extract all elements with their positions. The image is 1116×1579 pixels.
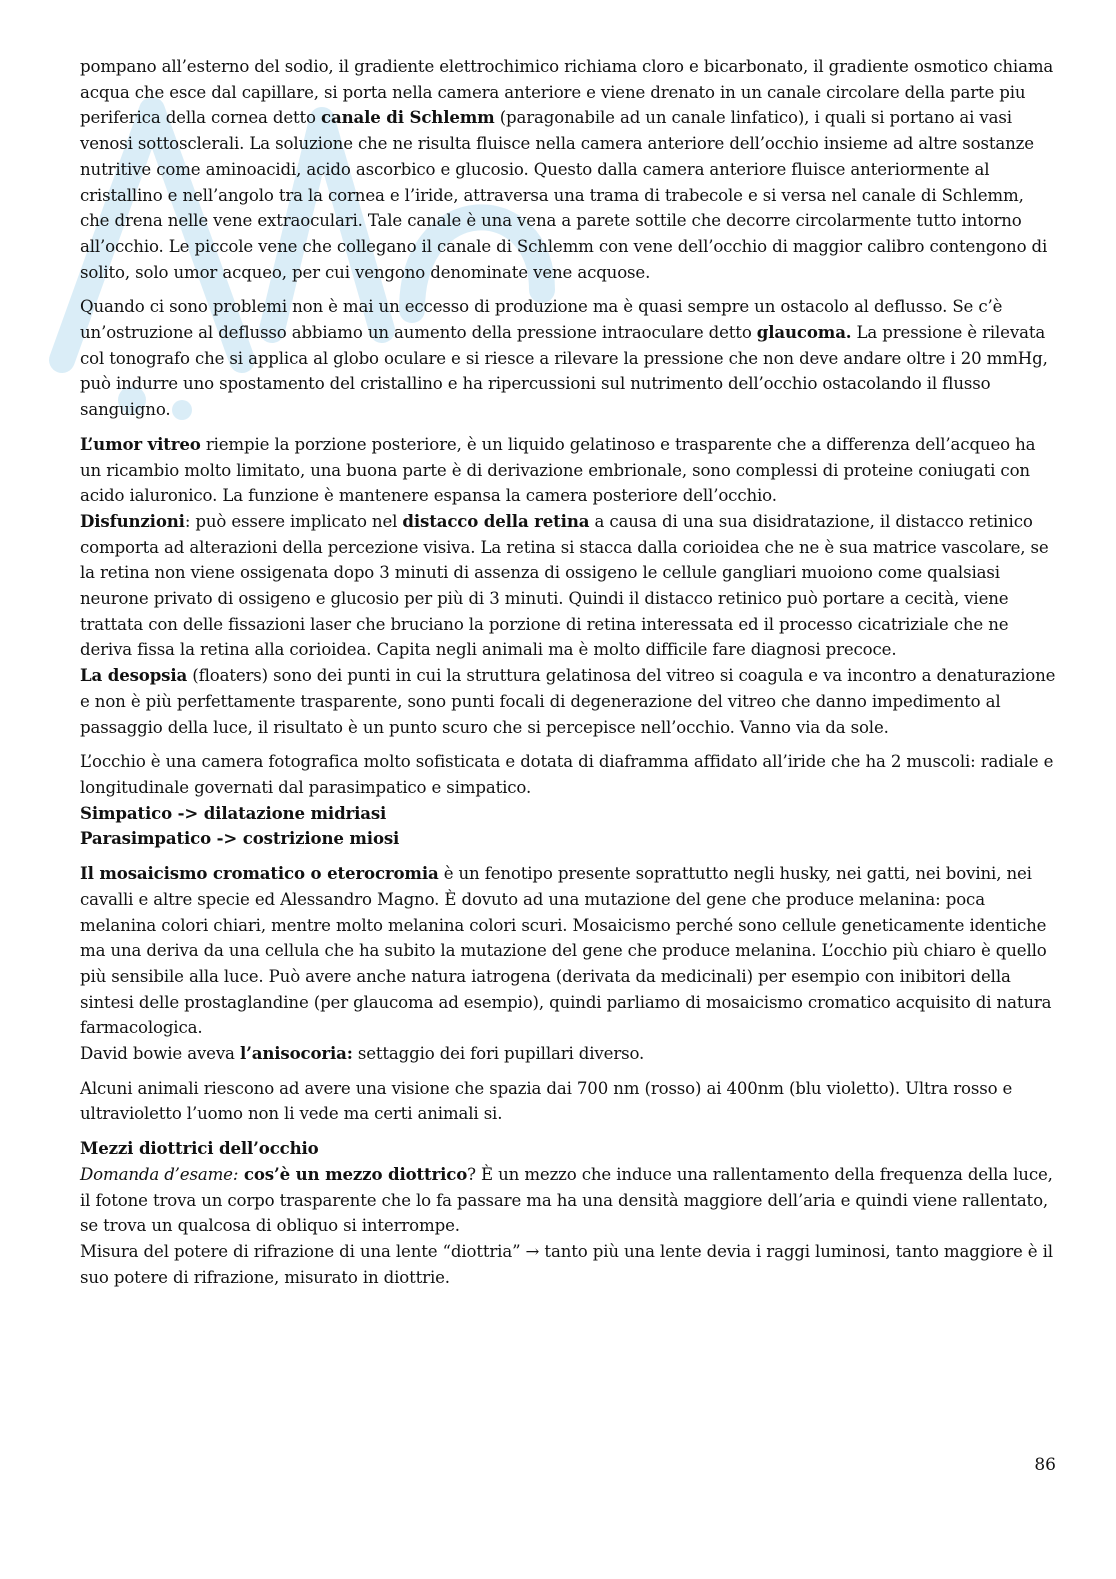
paragraph-schlemm: pompano all’esterno del sodio, il gradiente elettrochimico richiama cloro e bicarbonato, il gradiente osmotico chiama acqua che esce dal capillare, si porta nella camera anteriore e viene drenato in un canale circolare della parte piu periferica della cornea detto canale di Schlemm (paragonabile ad un canale linfatico), i quali si portano ai vasi venosi sottosclerali. La soluzione che ne risulta fluisce nella camera anteriore dell’occhio insieme ad altre sostanze nutritive come aminoacidi, acido ascorbico e glucosio. Questo dalla camera anteriore fluisce anteriormente al cristallino e nell’angolo tra la cornea e l’iride, attraversa una trama di trabecole e si versa nel canale di Schlemm, che drena nelle vene extraoculari. Tale canale è una vena a parete sottile che decorre circolarmente tutto intorno all’occhio. Le piccole vene che collegano il canale di Schlemm con vene dell’occhio di maggior calibro contengono di solito, solo umor acqueo, per cui vengono denominate vene acquose. xyxy=(80,57,1054,282)
term-anisocoria: l’anisocoria: xyxy=(239,1043,353,1064)
document-body xyxy=(80,54,1056,1290)
paragraph-diottria: Misura del potere di rifrazione di una lente “diottria” → tanto più una lente devia i raggi luminosi, tanto maggiore è il suo potere di rifrazione, misurato in diottrie. xyxy=(80,1241,1053,1287)
paragraph-glaucoma: Quando ci sono problemi non è mai un eccesso di produzione ma è quasi sempre un ostacolo al deflusso. Se c’è un’ostruzione al deflusso abbiamo un aumento della pressione intraoculare detto glaucoma. La pressione è rilevata col tonografo che si applica al globo oculare e si riesce a rilevare la pressione che non deve andare oltre i 20 mmHg, può indurre uno spostamento del cristallino e ha ripercussioni sul nutrimento dell’occhio ostacolando il flusso sanguigno. xyxy=(80,297,1048,420)
term-disfunzioni: Disfunzioni xyxy=(80,510,185,531)
paragraph-desopsia: La desopsia (floaters) sono dei punti in cui la struttura gelatinosa del vitreo si coagula e va incontro a denaturazione e non è più perfettamente trasparente, sono punti focali di degenerazione del vitreo che danno impedimento al passaggio della luce, il risultato è un punto scuro che si percepisce nell’occhio. Vanno via da sole. xyxy=(80,665,1056,737)
term-distacco-retina: distacco della retina xyxy=(402,510,590,531)
term-mezzo-diottrico: cos’è un mezzo diottrico xyxy=(238,1163,468,1184)
term-eterocromia: Il mosaicismo cromatico o eterocromia xyxy=(80,863,439,884)
section-heading: Mezzi diottrici dell’occhio xyxy=(80,1138,319,1159)
label-domanda-esame: Domanda d’esame: xyxy=(80,1164,239,1184)
paragraph-camera-fotografica: L’occhio è una camera fotografica molto sofisticata e dotata di diaframma affidato all’iride che ha 2 muscoli: radiale e longitudinale governati dal parasimpatico e simpatico. xyxy=(80,752,1054,797)
line-parasimpatico: Parasimpatico -> costrizione miosi xyxy=(80,828,400,849)
term-glaucoma: glaucoma. xyxy=(756,322,852,343)
paragraph-visione-animali: Alcuni animali riescono ad avere una visione che spazia dai 700 nm (rosso) ai 400nm (blu violetto). Ultra rosso e ultravioletto l’uomo non li vede ma certi animali si. xyxy=(80,1078,1013,1124)
term-umor-vitreo: L’umor vitreo xyxy=(80,433,201,454)
paragraph-eterocromia: Il mosaicismo cromatico o eterocromia è un fenotipo presente soprattutto negli husky, nei gatti, nei bovini, nei cavalli e altre specie ed Alessandro Magno. È dovuto ad una mutazione del gene che produce melanina: poca melanina colori chiari, mentre molto melanina colori scuri. Mosaicismo perché sono cellule geneticamente identiche ma una deriva da una cellula che ha subito la mutazione del gene che produce melanina. L’occhio più chiaro è quello più sensibile alla luce. Può avere anche natura iatrogena (derivata da medicinali) per esempio con inibitori della sintesi delle prostaglandine (per glaucoma ad esempio), quindi parliamo di mosaicismo cromatico acquisito di natura farmacologica. xyxy=(80,863,1052,1038)
paragraph-disfunzioni: Disfunzioni: può essere implicato nel distacco della retina a causa di una sua disidratazione, il distacco retinico comporta ad alterazioni della percezione visiva. La retina si stacca dalla corioidea che ne è sua matrice vascolare, se la retina non viene ossigenata dopo 3 minuti di assenza di ossigeno le cellule gangliari muoiono come qualsiasi neurone privato di ossigeno e glucosio per più di 3 minuti. Quindi il distacco retinico può portare a cecità, viene trattata con delle fissazioni laser che bruciano la porzione di retina interessata ed il processo cicatriziale che ne deriva fissa la retina alla corioidea. Capita negli animali ma è molto difficile fare diagnosi precoce. xyxy=(80,510,1049,660)
paragraph-mezzo-diottrico: Domanda d’esame: cos’è un mezzo diottrico? È un mezzo che induce una rallentamento della frequenza della luce, il fotone trova un corpo trasparente che lo fa passare ma ha una densità maggiore dell’aria e quindi viene rallentato, se trova un qualcosa di obliquo si interrompe. xyxy=(80,1163,1053,1236)
line-simpatico: Simpatico -> dilatazione midriasi xyxy=(80,802,387,823)
page-number: 86 xyxy=(1034,1455,1056,1475)
term-canale-schlemm: canale di Schlemm xyxy=(321,107,495,128)
arrow-right-icon: → xyxy=(525,1241,540,1261)
paragraph-anisocoria: David bowie aveva l’anisocoria: settaggio dei fori pupillari diverso. xyxy=(80,1043,645,1064)
paragraph-umor-vitreo: L’umor vitreo riempie la porzione posteriore, è un liquido gelatinoso e trasparente che a differenza dell’acqueo ha un ricambio molto limitato, una buona parte è di derivazione embrionale, sono complessi di proteine coniugati con acido ialuronico. La funzione è mantenere espansa la camera posteriore dell’occhio. xyxy=(80,433,1036,506)
term-desopsia: La desopsia xyxy=(80,665,188,686)
